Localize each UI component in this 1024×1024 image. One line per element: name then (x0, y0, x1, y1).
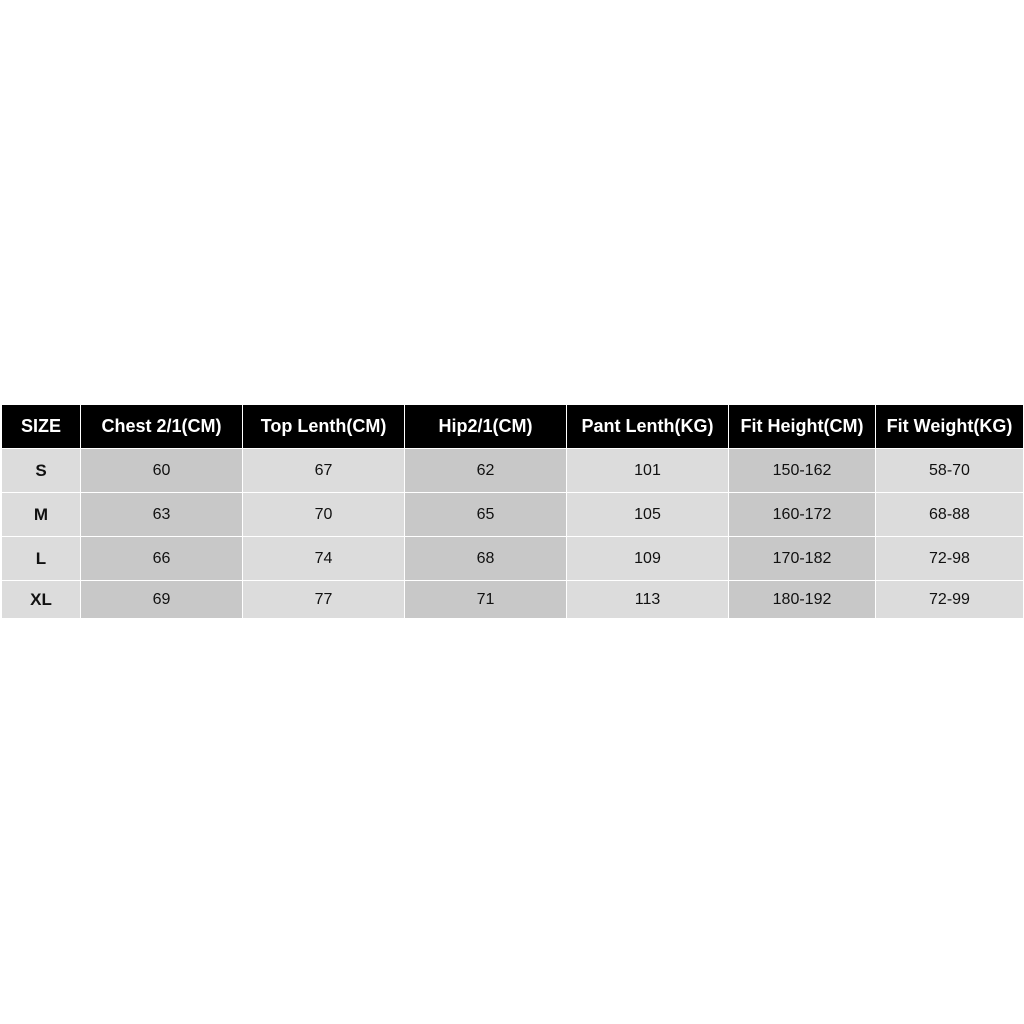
header-row (2, 405, 1024, 449)
size-cell: M (2, 493, 81, 537)
chest-cell: 60 (81, 449, 243, 493)
top-length-cell: 77 (243, 581, 405, 619)
column-header-fit-height: Fit Height(CM) (729, 405, 876, 449)
chest-cell: 63 (81, 493, 243, 537)
top-length-cell: 70 (243, 493, 405, 537)
column-header-size: SIZE (2, 405, 81, 449)
table-row (2, 537, 1024, 581)
column-header-fit-weight: Fit Weight(KG) (876, 405, 1024, 449)
column-header-top-length: Top Lenth(CM) (243, 405, 405, 449)
fit-height-cell: 180-192 (729, 581, 876, 619)
chest-cell: 66 (81, 537, 243, 581)
pant-length-cell: 109 (567, 537, 729, 581)
hip-cell: 62 (405, 449, 567, 493)
table-row (2, 493, 1024, 537)
chest-cell: 69 (81, 581, 243, 619)
hip-cell: 68 (405, 537, 567, 581)
column-header-chest: Chest 2/1(CM) (81, 405, 243, 449)
size-chart-table (1, 404, 1024, 619)
size-cell: L (2, 537, 81, 581)
column-header-hip: Hip2/1(CM) (405, 405, 567, 449)
top-length-cell: 67 (243, 449, 405, 493)
fit-weight-cell: 58-70 (876, 449, 1024, 493)
fit-height-cell: 170-182 (729, 537, 876, 581)
size-cell: S (2, 449, 81, 493)
size-cell: XL (2, 581, 81, 619)
table-row (2, 449, 1024, 493)
fit-weight-cell: 72-98 (876, 537, 1024, 581)
table-row (2, 581, 1024, 619)
fit-height-cell: 160-172 (729, 493, 876, 537)
top-length-cell: 74 (243, 537, 405, 581)
hip-cell: 71 (405, 581, 567, 619)
hip-cell: 65 (405, 493, 567, 537)
pant-length-cell: 101 (567, 449, 729, 493)
fit-height-cell: 150-162 (729, 449, 876, 493)
column-header-pant-length: Pant Lenth(KG) (567, 405, 729, 449)
fit-weight-cell: 72-99 (876, 581, 1024, 619)
pant-length-cell: 113 (567, 581, 729, 619)
pant-length-cell: 105 (567, 493, 729, 537)
fit-weight-cell: 68-88 (876, 493, 1024, 537)
